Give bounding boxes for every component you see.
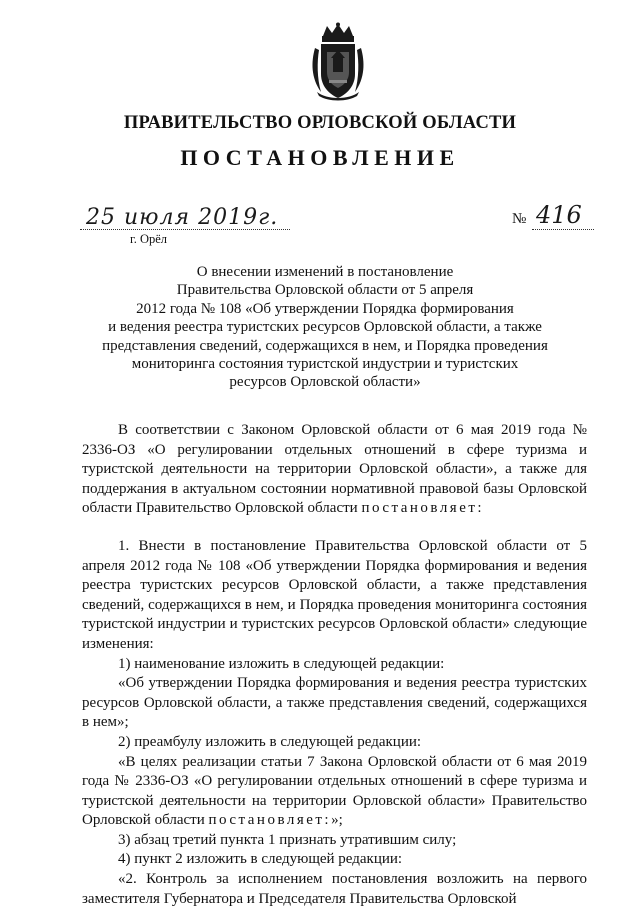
date-number-line (80, 201, 582, 235)
item-1-subitem-1: 1) наименование изложить в следующей редакции: (118, 655, 445, 672)
document-type-title: ПОСТАНОВЛЕНИЕ (180, 145, 460, 170)
coat-of-arms-icon (309, 22, 367, 102)
preamble-new-text: «В целях реализации статьи 7 Закона Орловской области от 6 мая 2019 года № 2336-ОЗ «О регулировании отдельных отношений в сфере туризма и туристской деятельности на территории Орловской области» Правительство Орловской области (82, 753, 587, 829)
closing-quote: »; (331, 812, 343, 829)
subject-line: 2012 года № 108 «Об утверждении Порядка формирования (136, 300, 514, 317)
resolve-word: постановляет: (208, 812, 332, 829)
city-label: г. Орёл (130, 232, 168, 246)
date-underline (80, 229, 290, 230)
subject-line: ресурсов Орловской области» (229, 374, 421, 391)
item-1-subitem-1-text: «Об утверждении Порядка формирования и ведения реестра туристских ресурсов Орловской области, а также представления сведений, содержащихся в нем»; (82, 675, 587, 731)
item-1: 1. Внести в постановление Правительства Орловской области от 5 апреля 2012 года № 108 «Об утверждении Порядка формирования и ведения реестра туристских ресурсов Орловской области, а также представления сведений, содержащихся в нем, и Порядка проведения мониторинга состояния туристской индустрии и туристских ресурсов Орловской области» следующие изменения: (82, 537, 587, 652)
subject-line: и ведения реестра туристских ресурсов Орловской области, а также (108, 319, 542, 336)
subject-line: представления сведений, содержащихся в нем, и Порядка проведения (102, 337, 548, 354)
number-label: № (512, 211, 527, 227)
decree-body (82, 421, 587, 909)
decree-subject (90, 263, 560, 392)
subject-line: О внесении изменений в постановление (196, 264, 454, 280)
item-1-subitem-3: 3) абзац третий пункта 1 признать утратившим силу; (118, 831, 457, 848)
subject-line: мониторинга состояния туристской индустрии и туристских (131, 356, 519, 373)
preamble-text: В соответствии с Законом Орловской области от 6 мая 2019 года № 2336-ОЗ «О регулировании отдельных отношений в сфере туризма и туристской деятельности на территории Орловской области», а также для поддержания в актуальном состоянии нормативной правовой базы Орловской области Правительство Орловской области (82, 422, 587, 517)
preamble-paragraph (82, 421, 587, 519)
subject-line: Правительства Орловской области от 5 апреля (176, 282, 474, 299)
resolve-word: постановляет: (361, 500, 485, 517)
handwritten-number: 416 (536, 201, 582, 229)
government-title: ПРАВИТЕЛЬСТВО ОРЛОВСКОЙ ОБЛАСТИ (123, 113, 517, 133)
item-1-subitem-4: 4) пункт 2 изложить в следующей редакции: (118, 851, 403, 868)
item-1-subitem-4-text: «2. Контроль за исполнением постановления возложить на первого заместителя Губернатора и Председателя Правительства Орловской (82, 871, 587, 907)
handwritten-date: 25 июля 2019г. (86, 205, 279, 230)
item-1-subitem-2-text (82, 753, 587, 831)
item-1-subitem-2: 2) преамбулу изложить в следующей редакции: (118, 733, 422, 750)
number-underline (532, 229, 594, 230)
